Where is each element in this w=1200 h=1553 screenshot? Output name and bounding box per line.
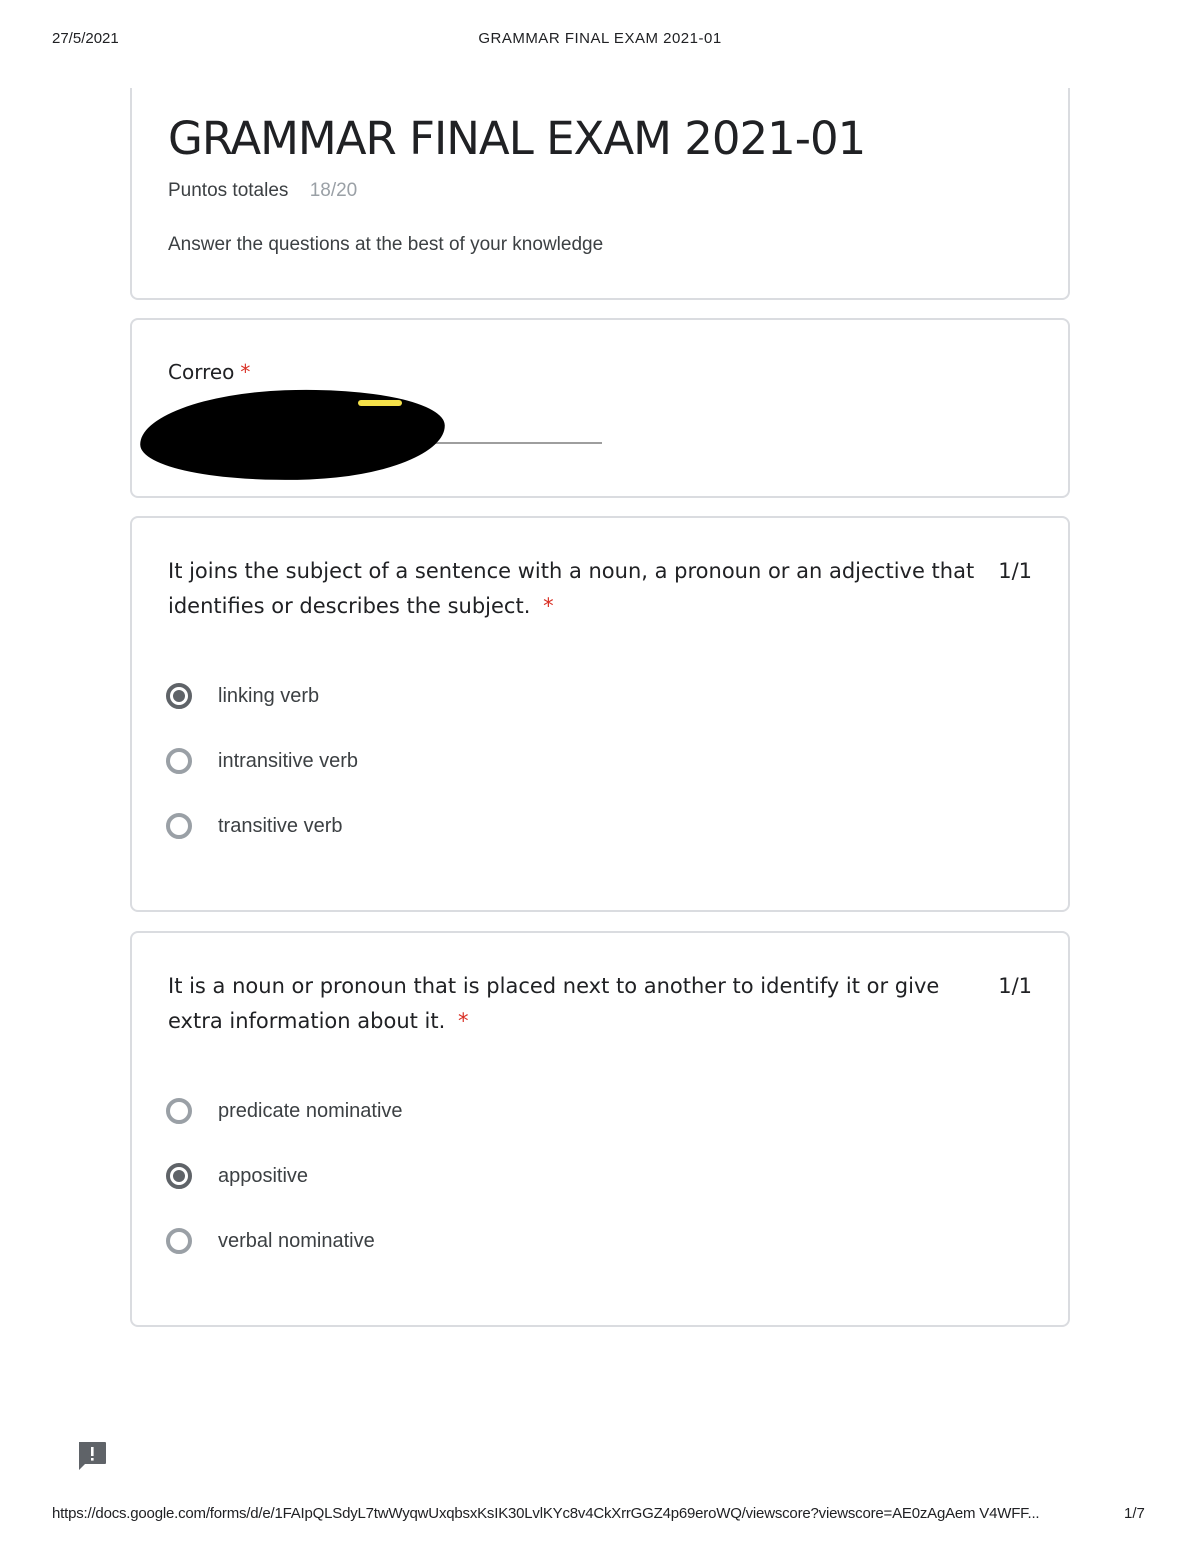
feedback-icon[interactable] xyxy=(76,1440,108,1472)
radio-option-transitive-verb[interactable] xyxy=(166,808,343,844)
total-score xyxy=(168,180,357,202)
radio-unselected-icon[interactable] xyxy=(166,1228,192,1254)
print-header xyxy=(0,30,1200,50)
radio-unselected-icon[interactable] xyxy=(166,748,192,774)
score-label: Puntos totales xyxy=(168,180,289,201)
question-text xyxy=(168,554,988,624)
option-label: intransitive verb xyxy=(218,749,359,772)
radio-option-intransitive-verb[interactable] xyxy=(166,743,358,779)
radio-selected-icon[interactable] xyxy=(166,683,192,709)
email-label-text: Correo xyxy=(168,360,235,384)
radio-option-linking-verb[interactable] xyxy=(166,678,319,714)
radio-option-predicate-nominative[interactable] xyxy=(166,1093,403,1129)
question-points: 1/1 xyxy=(998,559,1032,583)
question-card-1 xyxy=(130,516,1070,912)
email-label xyxy=(168,360,250,384)
email-card xyxy=(130,318,1070,498)
question-2-text: It is a noun or pronoun that is placed next to another to identify it or give extra information about it. xyxy=(168,974,940,1033)
option-label: transitive verb xyxy=(218,814,343,837)
radio-unselected-icon[interactable] xyxy=(166,1098,192,1124)
question-card-2 xyxy=(130,931,1070,1327)
required-marker: * xyxy=(457,1009,469,1033)
form-header-card xyxy=(130,88,1070,300)
form-description: Answer the questions at the best of your knowledge xyxy=(168,234,604,255)
form-title: GRAMMAR FINAL EXAM 2021-01 xyxy=(168,112,866,165)
radio-option-appositive[interactable] xyxy=(166,1158,308,1194)
question-text xyxy=(168,969,988,1039)
radio-selected-icon[interactable] xyxy=(166,1163,192,1189)
score-value: 18/20 xyxy=(309,180,358,201)
required-marker: * xyxy=(240,360,251,384)
required-marker: * xyxy=(543,594,554,618)
print-date: 27/5/2021 xyxy=(52,30,119,47)
option-label: linking verb xyxy=(218,684,320,707)
print-page-number: 1/7 xyxy=(1124,1505,1145,1522)
redaction-highlight xyxy=(358,400,402,406)
question-1-text: It joins the subject of a sentence with a noun, a pronoun or an adjective that identifies or describes the subject. xyxy=(168,559,975,618)
print-footer xyxy=(0,1505,1200,1525)
radio-option-verbal-nominative[interactable] xyxy=(166,1223,375,1259)
question-points: 1/1 xyxy=(998,974,1032,998)
radio-unselected-icon[interactable] xyxy=(166,813,192,839)
option-label: predicate nominative xyxy=(218,1099,403,1122)
print-title: GRAMMAR FINAL EXAM 2021-01 xyxy=(478,30,722,47)
option-label: verbal nominative xyxy=(218,1229,375,1252)
option-label: appositive xyxy=(218,1164,309,1187)
print-url: https://docs.google.com/forms/d/e/1FAIpQLSdyL7twWyqwUxqbsxKsIK30LvlKYc8v4CkXrrGGZ4p69eroWQ/viewscore?viewscore=AE0zAgAem V4WFF... xyxy=(52,1505,1040,1522)
